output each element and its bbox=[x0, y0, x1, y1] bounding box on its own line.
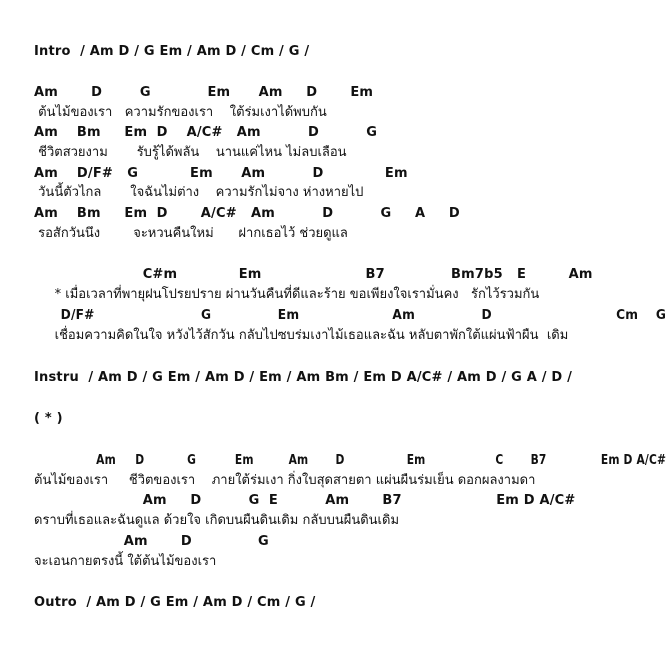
chorus-chords-1: C#m Em B7 Bm7b5 E Am bbox=[34, 267, 593, 282]
verse1-chords-4: Am Bm Em D A/C# Am D G A D bbox=[34, 206, 460, 221]
ending-lyric-3: จะเอนกายตรงนี้ ใต้ต้นไม้ของเรา bbox=[34, 554, 217, 569]
verse1-lyric-3: วันนี้ตัวไกล ใจฉันไม่ต่าง ความรักไม่จาง ห่างหายไป bbox=[34, 185, 364, 200]
chorus-lyric-1: * เมื่อเวลาที่พายุฝนโปรยปราย ผ่านวันคืนที่ดีและร้าย ขอเพียงใจเรามั่นคง รักไว้รวมกัน bbox=[34, 287, 540, 302]
outro-line: Outro / Am D / G Em / Am D / Cm / G / bbox=[34, 595, 316, 610]
ending-lyric-2: ดราบที่เธอและฉันดูแล ด้วยใจ เกิดบนผืนดินเดิม กลับบนผืนดินเดิม bbox=[34, 513, 400, 528]
verse1-lyric-2: ชีวิตสวยงาม รับรู้ได้พลัน นานแค่ไหน ไม่ลบเลือน bbox=[34, 145, 347, 160]
ending-chords-2: Am D G E Am B7 Em D A/C# bbox=[34, 493, 576, 508]
ending-chords-1: Am D G Em Am D Em C B7 Em D A/C# bbox=[34, 453, 667, 468]
chorus-lyric-2: เชื่อมความคิดในใจ หวังไว้สักวัน กลับไปซบร่มเงาไม้เธอและฉัน หลับตาพักใต้แผ่นฟ้าผืน เดิม bbox=[34, 328, 569, 343]
verse1-chords-1: Am D G Em Am D Em bbox=[34, 85, 374, 100]
verse1-chords-3: Am D/F# G Em Am D Em bbox=[34, 166, 408, 181]
verse1-lyric-4: รอสักวันนึง จะหวนคืนใหม่ ฝากเธอไว้ ช่วยดูแล bbox=[34, 226, 348, 241]
chorus-chords-2: D/F# G Em Am D Cm G bbox=[34, 308, 667, 323]
repeat-mark: ( * ) bbox=[34, 411, 63, 426]
ending-chords-3: Am D G bbox=[34, 534, 269, 549]
intro-line: Intro / Am D / G Em / Am D / Cm / G / bbox=[34, 44, 310, 59]
verse1-chords-2: Am Bm Em D A/C# Am D G bbox=[34, 125, 378, 140]
verse1-lyric-1: ต้นไม้ของเรา ความรักของเรา ใต้ร่มเงาได้พบกัน bbox=[34, 105, 327, 120]
instru-line: Instru / Am D / G Em / Am D / Em / Am Bm / Em D A/C# / Am D / G A / D / bbox=[34, 370, 573, 385]
ending-lyric-1: ต้นไม้ของเรา ชีวิตของเรา ภายใต้ร่มเงา กิ่งใบสุดสายตา แผ่นผืนร่มเย็น ดอกผลงามดา bbox=[34, 473, 536, 488]
